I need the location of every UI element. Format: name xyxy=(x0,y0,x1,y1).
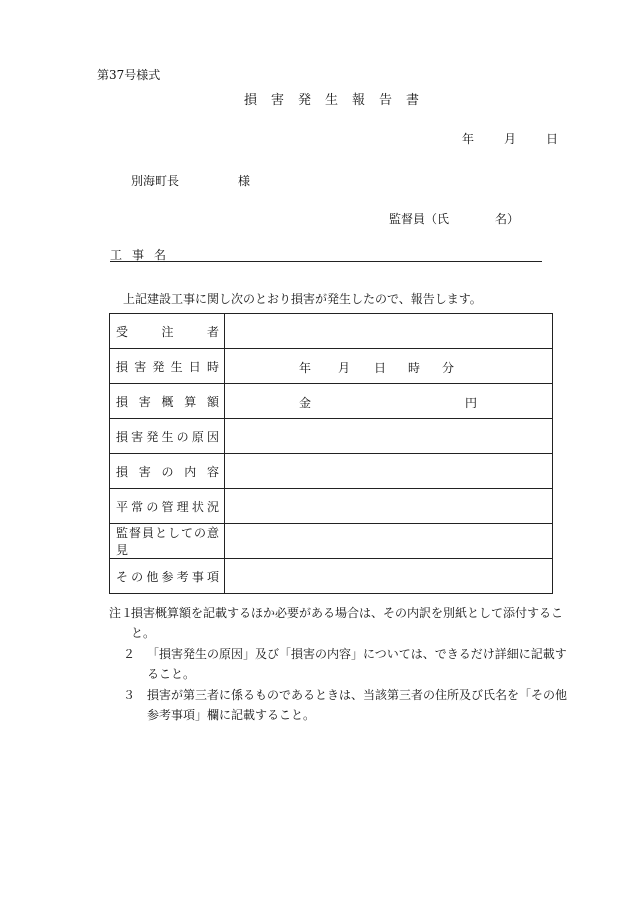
row-label: 損害発生の原因 xyxy=(116,429,219,444)
row-label: 損害の内容 xyxy=(116,464,219,479)
row-label: 受注者 xyxy=(116,324,219,339)
currency-suffix: 円 xyxy=(465,396,478,410)
document-title: 損害発生報告書 xyxy=(244,93,434,108)
currency-prefix: 金 xyxy=(299,396,312,410)
row-label: その他参考事項 xyxy=(116,569,219,584)
note-number: 注１ xyxy=(109,606,134,620)
table-row xyxy=(110,454,553,489)
note-item xyxy=(109,685,569,725)
unit-month: 月 xyxy=(338,361,351,375)
row-label: 損害発生日時 xyxy=(116,359,219,374)
note-item xyxy=(109,644,569,684)
date-year: 年 xyxy=(462,132,475,146)
note-text: 「損害発生の原因」及び「損害の内容」については、できるだけ詳細に記載すること。 xyxy=(147,647,567,681)
contractor-value-cell[interactable] xyxy=(225,314,553,349)
report-table xyxy=(109,313,553,594)
note-text: 損害概算額を記載するほか必要がある場合は、その内訳を別紙として添付すること。 xyxy=(131,606,564,640)
supervisor-label: 監督員（氏 xyxy=(389,212,450,226)
project-name-field[interactable] xyxy=(110,246,542,262)
report-date xyxy=(462,130,558,147)
supervisor-opinion-cell[interactable] xyxy=(225,524,553,559)
note-number: ２ xyxy=(123,647,136,661)
table-row xyxy=(110,524,553,559)
unit-minute: 分 xyxy=(442,361,455,375)
addressee-honorific: 様 xyxy=(238,174,251,188)
table-row xyxy=(110,489,553,524)
addressee-name: 別海町長 xyxy=(131,174,180,188)
table-row xyxy=(110,314,553,349)
row-label: 平常の管理状況 xyxy=(116,499,219,514)
damage-amount-cell[interactable] xyxy=(225,384,553,419)
table-row xyxy=(110,559,553,594)
date-month: 月 xyxy=(504,132,517,146)
note-text: 損害が第三者に係るものであるときは、当該第三者の住所及び氏名を「その他参考事項」欄に記載すること。 xyxy=(147,688,568,722)
row-label: 監督員としての意見 xyxy=(116,526,219,557)
date-day: 日 xyxy=(546,132,559,146)
note-number: ３ xyxy=(123,688,136,702)
table-row xyxy=(110,349,553,384)
damage-datetime-cell[interactable] xyxy=(225,349,553,384)
other-reference-cell[interactable] xyxy=(225,559,553,594)
management-status-cell[interactable] xyxy=(225,489,553,524)
form-number: 第37号様式 xyxy=(97,68,161,82)
notes-section xyxy=(109,603,569,726)
unit-day: 日 xyxy=(374,361,387,375)
damage-content-cell[interactable] xyxy=(225,454,553,489)
table-row xyxy=(110,384,553,419)
damage-cause-cell[interactable] xyxy=(225,419,553,454)
supervisor-signature xyxy=(389,210,519,227)
intro-text: 上記建設工事に関し次のとおり損害が発生したので、報告します。 xyxy=(123,292,482,306)
unit-hour: 時 xyxy=(408,361,421,375)
row-label: 損害概算額 xyxy=(116,394,219,409)
note-item xyxy=(109,603,569,643)
table-row xyxy=(110,419,553,454)
unit-year: 年 xyxy=(299,361,312,375)
supervisor-close: 名） xyxy=(495,212,520,226)
project-name-label: 工事名 xyxy=(110,248,177,262)
